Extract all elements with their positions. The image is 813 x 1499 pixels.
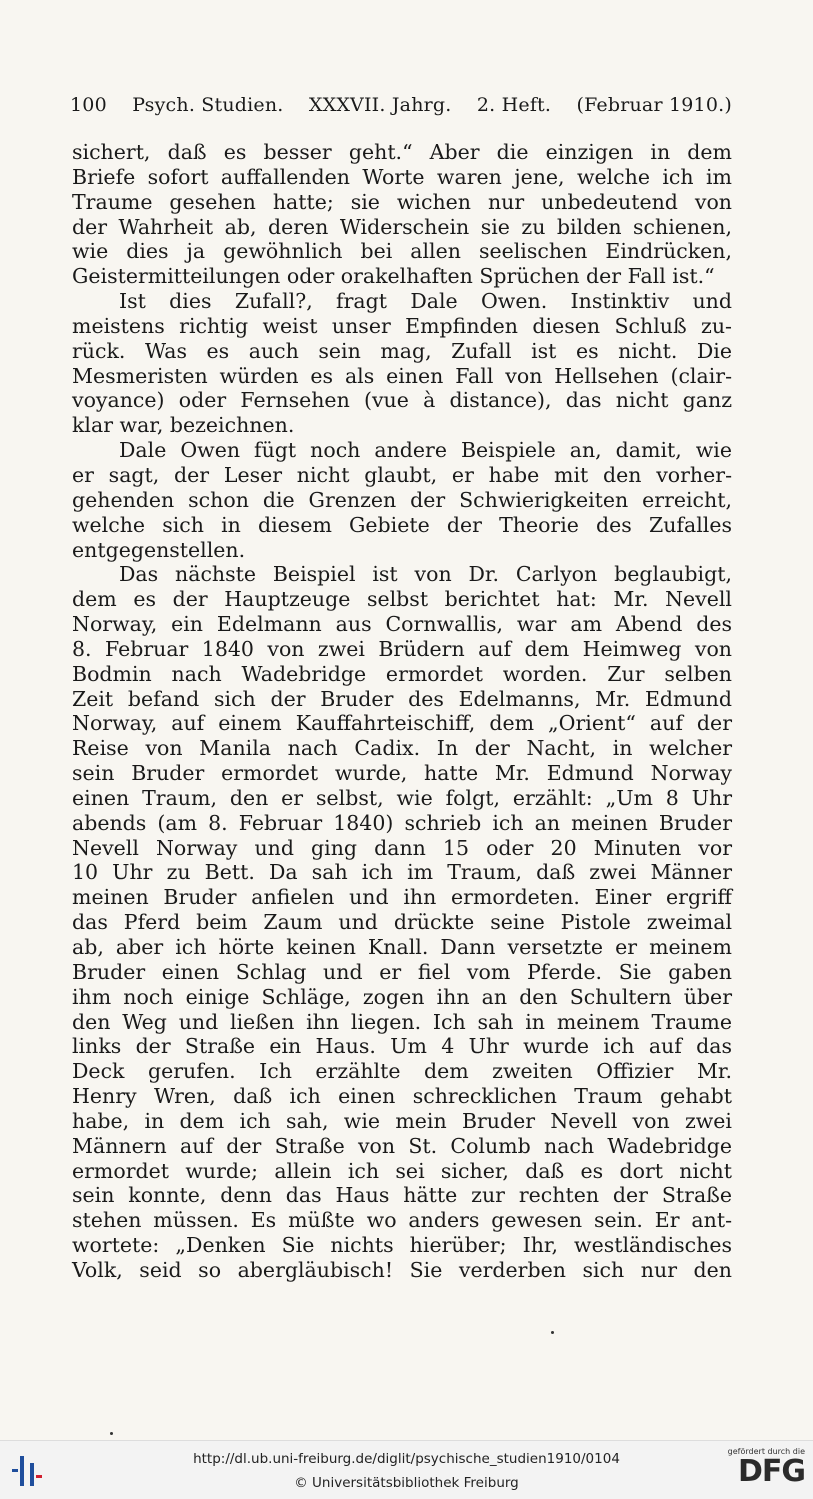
text-line: stehen müssen. Es müßte wo anders gewesen sein. Er ant- [72, 1208, 732, 1233]
running-head [70, 94, 732, 116]
volume-label: XXXVII. Jahrg. [308, 94, 452, 116]
text-line: Deck gerufen. Ich erzählte dem zweiten Offizier Mr. [72, 1059, 732, 1084]
text-line: dem es der Hauptzeuge selbst berichtet hat: Mr. Nevell [72, 587, 732, 612]
text-line: das Pferd beim Zaum und drückte seine Pistole zweimal [72, 910, 732, 935]
text-line: ab, aber ich hörte keinen Knall. Dann versetzte er meinem [72, 935, 732, 959]
dfg-tagline: gefördert durch die [727, 1447, 805, 1456]
journal-title: Psych. Studien. [132, 94, 284, 116]
text-line: Geistermitteilungen oder orakelhaften Sprüchen der Fall ist.“ [72, 264, 715, 289]
body-text [72, 140, 732, 1283]
text-line: Männern auf der Straße von St. Columb nach Wadebridge [72, 1133, 732, 1158]
viewer-footer [0, 1440, 813, 1499]
text-line: 10 Uhr zu Bett. Da sah ich im Traum, daß zwei Männer [72, 860, 732, 885]
text-line: Das nächste Beispiel ist von Dr. Carlyon beglaubigt, [119, 562, 732, 587]
text-line: habe, in dem ich sah, wie mein Bruder Nevell von zwei [72, 1108, 732, 1133]
speck-mark [551, 1331, 554, 1334]
text-line: klar war, bezeichnen. [72, 413, 295, 438]
text-line: links der Straße ein Haus. Um 4 Uhr wurde ich auf das [72, 1034, 732, 1059]
text-line: Reise von Manila nach Cadix. In der Nacht, in welcher [72, 736, 732, 761]
text-line: Briefe sofort auffallenden Worte waren jene, welche ich im [72, 164, 732, 189]
text-line: sein konnte, denn das Haus hätte zur rechten der Straße [72, 1183, 732, 1208]
text-line: einen Traum, den er selbst, wie folgt, erzählt: „Um 8 Uhr [72, 785, 732, 810]
permalink-url[interactable]: http://dl.ub.uni-freiburg.de/diglit/psychische_studien1910/0104 [193, 1451, 620, 1467]
text-line: Norway, auf einem Kauffahrteischiff, dem „Orient“ auf der [72, 711, 732, 736]
text-line: ihm noch einige Schläge, zogen ihn an den Schultern über [72, 984, 732, 1009]
dfg-logo [719, 1447, 805, 1493]
text-line: Zeit befand sich der Bruder des Edelmanns, Mr. Edmund [72, 686, 732, 711]
text-line: Volk, seid so abergläubisch! Sie verderben sich nur den [72, 1257, 732, 1282]
issue-label: 2. Heft. [476, 94, 552, 116]
text-line: er sagt, der Leser nicht glaubt, er habe mit den vorher- [72, 462, 732, 487]
text-line: welche sich in diesem Gebiete der Theorie des Zufalles [72, 512, 732, 537]
text-line: entgegenstellen. [72, 537, 246, 562]
text-line: meinen Bruder anfielen und ihn ermordeten. Einer ergriff [72, 885, 732, 910]
copyright-notice: © Universitätsbibliothek Freiburg [294, 1475, 519, 1491]
text-line: Norway, ein Edelmann aus Cornwallis, war am Abend des [72, 612, 732, 637]
text-line: Bruder einen Schlag und er fiel vom Pferde. Sie gaben [72, 959, 732, 984]
text-line: meistens richtig weist unser Empfinden diesen Schluß zu- [72, 313, 732, 338]
text-line: Ist dies Zufall?, fragt Dale Owen. Instinktiv und [119, 289, 732, 314]
text-line: den Weg und ließen ihn liegen. Ich sah in meinem Traume [72, 1009, 732, 1034]
page-number: 100 [70, 94, 107, 116]
text-line: Traume gesehen hatte; sie wichen nur unbedeutend von [72, 189, 732, 214]
text-line: ermordet wurde; allein ich sei sicher, daß es dort nicht [72, 1158, 732, 1183]
text-line: sichert, daß es besser geht.“ Aber die einzigen in dem [72, 140, 732, 164]
text-line: Dale Owen fügt noch andere Beispiele an, damit, wie [119, 438, 732, 463]
text-line: 8. Februar 1840 von zwei Brüdern auf dem Heimweg von [72, 636, 732, 661]
issue-date: (Februar 1910.) [576, 94, 732, 116]
text-line: gehenden schon die Grenzen der Schwierigkeiten erreicht, [72, 487, 732, 512]
dfg-logo-text: DFG [737, 1454, 805, 1489]
text-line: Nevell Norway und ging dann 15 oder 20 Minuten vor [72, 835, 732, 860]
text-line: wie dies ja gewöhnlich bei allen seelischen Eindrücken, [72, 239, 732, 264]
text-line: Bodmin nach Wadebridge ermordet worden. Zur selben [72, 661, 732, 686]
text-line: voyance) oder Fernsehen (vue à distance), das nicht ganz [72, 388, 732, 413]
text-line: rück. Was es auch sein mag, Zufall ist es nicht. Die [72, 338, 732, 363]
text-line: Henry Wren, daß ich einen schrecklichen Traum gehabt [72, 1084, 732, 1109]
text-line: der Wahrheit ab, deren Widerschein sie zu bilden schienen, [72, 214, 732, 239]
speck-mark [110, 1432, 113, 1435]
text-line: abends (am 8. Februar 1840) schrieb ich an meinen Bruder [72, 810, 732, 835]
text-line: sein Bruder ermordet wurde, hatte Mr. Edmund Norway [72, 761, 732, 786]
text-line: Mesmeristen würden es als einen Fall von Hellsehen (clair- [72, 363, 732, 388]
text-line: wortete: „Denken Sie nichts hierüber; Ihr, westländisches [72, 1233, 732, 1258]
